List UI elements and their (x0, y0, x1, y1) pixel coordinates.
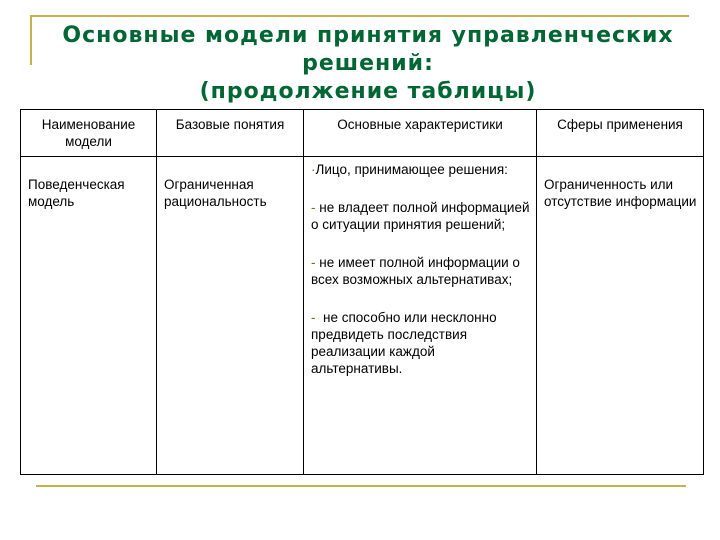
bottom-decorative-rule (36, 485, 686, 487)
characteristic-item: - не способно или несклонно предвидеть последствия реализации каждой альтернативы. (311, 310, 497, 376)
title-line-3: (продолжение таблицы) (199, 79, 537, 104)
header-application-areas: Сферы применения (537, 110, 704, 157)
characteristic-item: - не имеет полной информации о всех возможных альтернативах; (311, 255, 520, 287)
slide-title (36, 22, 700, 106)
cell-concept (157, 157, 304, 475)
title-line-2: решений: (302, 51, 434, 76)
model-name: Поведенческая модель (28, 177, 125, 209)
table-header-row (21, 110, 704, 157)
application-scope: Ограниченность или отсутствие информации (544, 177, 697, 209)
header-base-concepts: Базовые понятия (157, 110, 304, 157)
cell-model (21, 157, 157, 475)
side-decorative-rule (30, 15, 32, 65)
header-model-name: Наименование модели (21, 110, 157, 157)
header-main-characteristics: Основные характеристики (304, 110, 537, 157)
title-line-1: Основные модели принятия управленческих (62, 23, 674, 48)
cell-scope (537, 157, 704, 475)
base-concept: Ограниченная рациональность (164, 177, 267, 209)
table-row (21, 157, 704, 475)
cell-characteristics (304, 157, 537, 475)
models-table (20, 109, 704, 475)
top-decorative-rule (30, 15, 689, 17)
characteristic-item: - не владеет полной информацией о ситуации принятия решений; (311, 200, 530, 232)
characteristics-intro: ·Лицо, принимающее решения: (311, 162, 508, 177)
